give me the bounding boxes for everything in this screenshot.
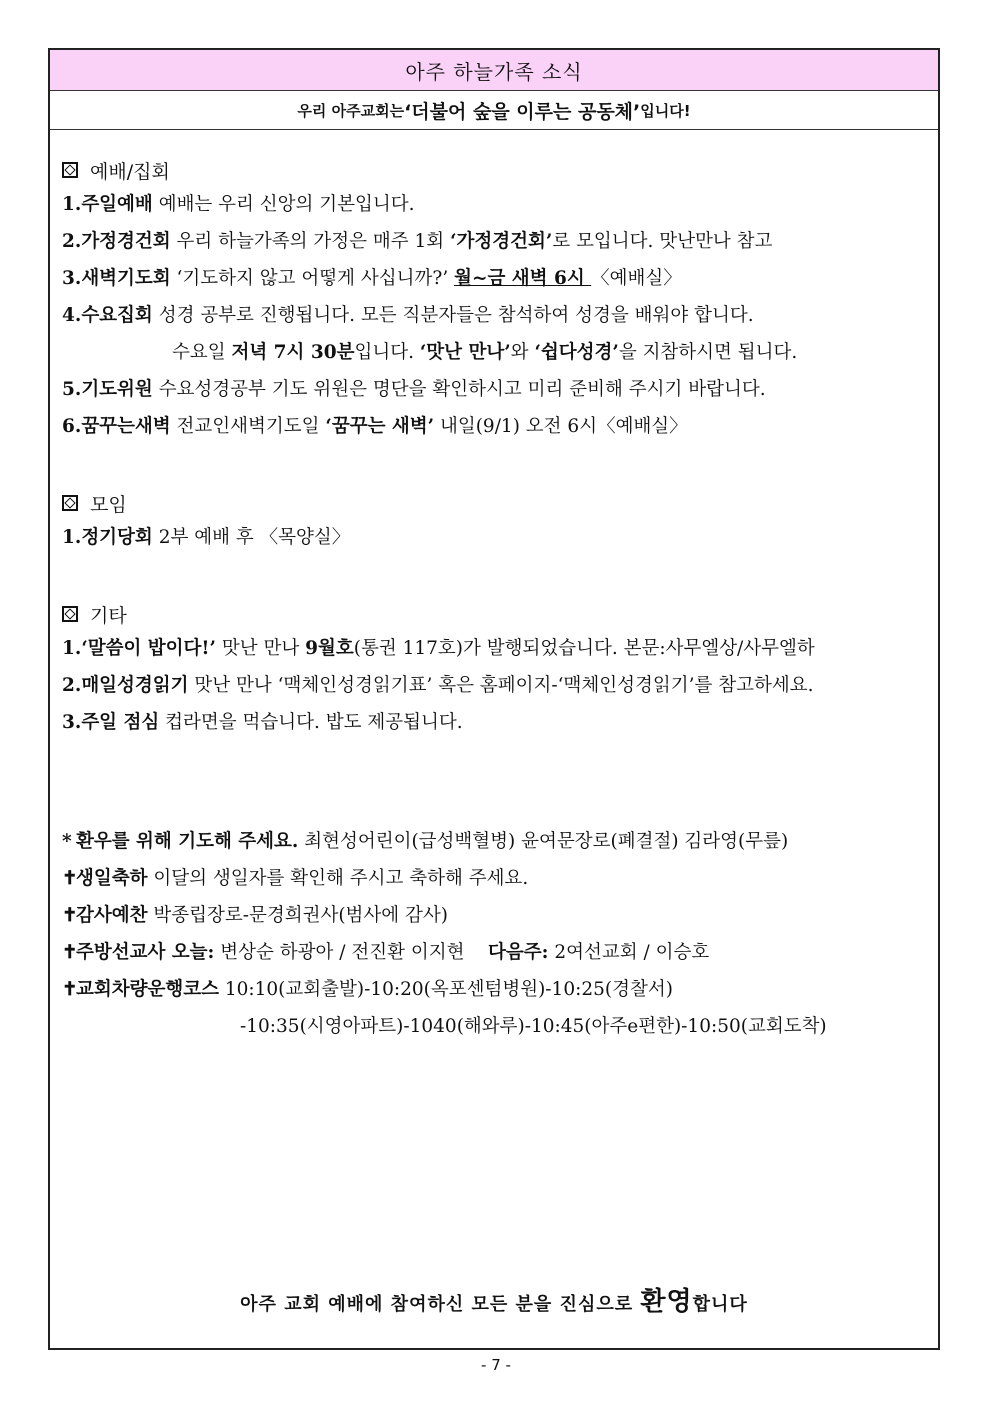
section-meeting-heading: 모임 [62, 487, 932, 519]
worship-item-6: 6.꿈꾸는새벽 전교인새벽기도일 ‘꿈꾸는 새벽’ 내일(9/1) 오전 6시〈예배실〉 [62, 416, 688, 437]
etc-item-3: 3.주일 점심 컵라면을 먹습니다. 밥도 제공됩니다. [62, 712, 463, 733]
page-number: - 7 - [481, 1356, 511, 1374]
notice-kitchen-mission: ✝주방선교사 오늘: 변상순 하광아 / 전진환 이지현 다음주: 2여선교회 / 이승호 [62, 934, 932, 971]
diamond-bullet-icon [62, 495, 78, 511]
bulletin-title [50, 50, 938, 91]
subtitle-post: 입니다! [640, 101, 691, 120]
subtitle-motto: ‘더불어 숲을 이루는 공동체’ [404, 100, 641, 123]
notice-shuttle-cont: -10:35(시영아파트)-1040(해와루)-10:45(아주e편한)-10:50(교회도착) [240, 1016, 827, 1037]
worship-item-3: 3.새벽기도회 ‘기도하지 않고 어떻게 사십니까?’ 월~금 새벽 6시 〈예배실〉 [62, 268, 682, 289]
welcome-word: 환영 [640, 1287, 693, 1317]
notices-block [62, 823, 932, 1045]
worship-item-2: 2.가정경건회 우리 하늘가족의 가정은 매주 1회 ‘가정경건회’로 모입니다. 맛난만나 참고 [62, 231, 773, 252]
cross-icon: ✝ [62, 942, 78, 963]
title-text: 아주 하늘가족 소식 [405, 59, 583, 84]
spacer [62, 741, 932, 815]
spacer [62, 556, 932, 592]
worship-item-5: 5.기도위원 수요성경공부 기도 위원은 명단을 확인하시고 미리 준비해 주시기 바랍니다. [62, 379, 766, 400]
subtitle-pre: 우리 아주교회는 [297, 101, 405, 120]
cross-icon: ✝ [62, 905, 78, 926]
bulletin-content [62, 148, 932, 1045]
notice-prayer: * 환우를 위해 기도해 주세요. 최현성어린이(급성백혈병) 윤여문장로(폐결절) 김라영(무릎) [62, 823, 932, 860]
asterisk-icon: * [62, 831, 72, 852]
etc-item-2: 2.매일성경읽기 맛난 만나 ‘맥체인성경읽기표’ 혹은 홈페이지-‘맥체인성경읽기’를 참고하세요. [62, 675, 814, 696]
spacer [62, 445, 932, 481]
bulletin-subtitle [50, 91, 938, 130]
section-worship-heading: 예배/집회 [62, 154, 932, 186]
worship-item-4-cont: 수요일 저녁 7시 30분입니다. ‘맛난 만나’와 ‘쉽다성경’을 지참하시면 됩니다. [172, 342, 798, 363]
meeting-item-1: 1.정기당회 2부 예배 후 〈목양실〉 [62, 527, 351, 548]
bulletin-frame [48, 48, 940, 1350]
cross-icon: ✝ [62, 979, 78, 1000]
worship-item-4: 4.수요집회 성경 공부로 진행됩니다. 모든 직분자들은 참석하여 성경을 배워야 합니다. [62, 305, 754, 326]
notice-thanks: ✝감사예찬 박종립장로-문경희권사(범사에 감사) [62, 897, 932, 934]
etc-item-1: 1.‘말씀이 밥이다!’ 맛난 만나 9월호(통권 117호)가 발행되었습니다. 본문:사무엘상/사무엘하 [62, 638, 815, 659]
worship-item-1: 1.주일예배 예배는 우리 신앙의 기본입니다. [62, 194, 415, 215]
welcome-message: 아주 교회 예배에 참여하신 모든 분을 진심으로 환영합니다 [240, 1287, 748, 1317]
notice-shuttle: ✝교회차량운행코스 10:10(교회출발)-10:20(옥포센텀병원)-10:25(경찰서) [62, 971, 932, 1008]
diamond-bullet-icon [62, 162, 78, 178]
notice-birthday: ✝생일축하 이달의 생일자를 확인해 주시고 축하해 주세요. [62, 860, 932, 897]
cross-icon: ✝ [62, 868, 78, 889]
section-etc-heading: 기타 [62, 598, 932, 630]
diamond-bullet-icon [62, 606, 78, 622]
